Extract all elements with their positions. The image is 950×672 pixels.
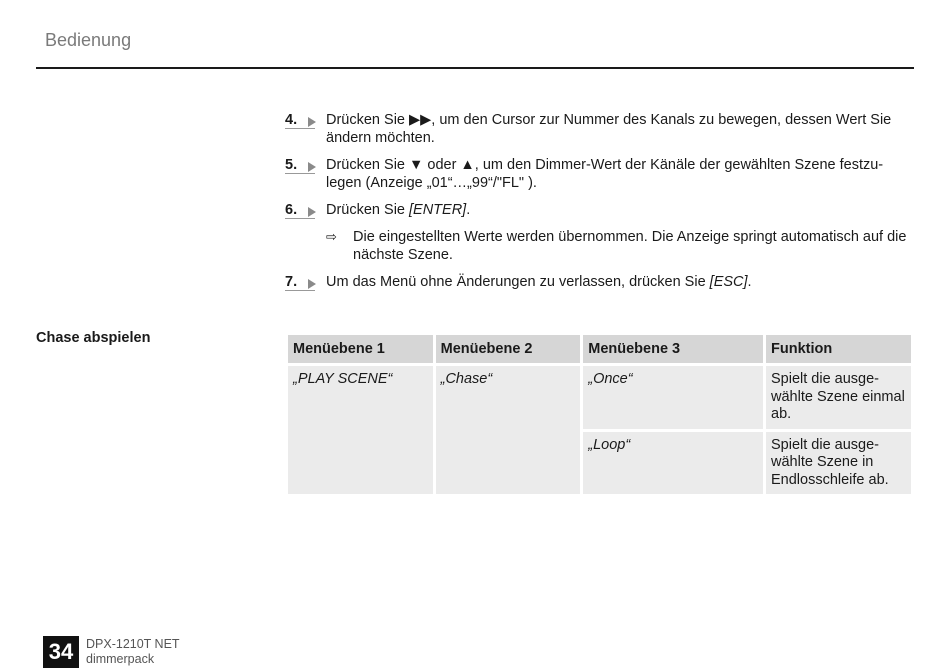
- table-header-row: [288, 335, 911, 363]
- footer-product: dimmerpack: [86, 651, 155, 666]
- page-number: 34: [43, 636, 79, 668]
- header-divider: [36, 67, 914, 69]
- step-arrow-icon: [308, 117, 316, 127]
- step-arrow-icon: [308, 207, 316, 217]
- header-menu-level-1: Menüebene 1: [288, 335, 433, 363]
- cell-menu-level-3: „Loop“: [583, 432, 763, 495]
- result-text: Die eingestellten Werte werden übernommen. Die Anzeige springt automatisch auf die nächste Szene.: [353, 229, 907, 263]
- step-7: [285, 273, 910, 291]
- step-number: 4.: [285, 111, 315, 129]
- header-menu-level-2: Menüebene 2: [436, 335, 581, 363]
- header-menu-level-3: Menüebene 3: [583, 335, 763, 363]
- step-text-before: Drücken Sie: [326, 202, 410, 218]
- step-number: 7.: [285, 273, 315, 291]
- cell-menu-level-2: „Chase“: [436, 366, 581, 494]
- step-text-after: .: [747, 274, 752, 290]
- step-4: [285, 111, 910, 147]
- menu-table: [285, 332, 914, 497]
- section-heading: Chase abspielen: [36, 330, 151, 346]
- footer-info: [86, 637, 180, 666]
- step-text-before: Um das Menü ohne Änderungen zu verlassen, drücken Sie: [326, 274, 710, 290]
- footer-model: DPX-1210T NET: [86, 637, 180, 651]
- step-5: [285, 156, 910, 192]
- step-number: 6.: [285, 201, 315, 219]
- step-6-result: [285, 228, 910, 264]
- step-6: [285, 201, 910, 219]
- cell-function: Spielt die ausge-wählte Szene in Endlosschleife ab.: [766, 432, 911, 495]
- page-header-title: Bedienung: [45, 30, 132, 50]
- step-text: Drücken Sie ▶▶, um den Cursor zur Nummer des Kanals zu bewegen, dessen Wert Sie ändern möchten.: [326, 112, 892, 146]
- step-arrow-icon: [308, 279, 316, 289]
- cell-function: Spielt die ausge-wählte Szene einmal ab.: [766, 366, 911, 429]
- result-arrow-icon: ⇨: [326, 229, 337, 244]
- step-text: Drücken Sie ▼ oder ▲, um den Dimmer-Wert der Känäle der gewählten Szene festzu-legen (Anzeige „01“…„99“/"FL" ).: [326, 157, 884, 191]
- step-arrow-icon: [308, 162, 316, 172]
- step-text-after: .: [466, 202, 471, 218]
- table-row: [288, 366, 911, 429]
- cell-menu-level-1: „PLAY SCENE“: [288, 366, 433, 494]
- step-number: 5.: [285, 156, 315, 174]
- instruction-steps: [285, 111, 910, 300]
- cell-menu-level-3: „Once“: [583, 366, 763, 429]
- header-function: Funktion: [766, 335, 911, 363]
- key-esc: [ESC]: [709, 274, 748, 290]
- key-enter: [ENTER]: [409, 202, 467, 218]
